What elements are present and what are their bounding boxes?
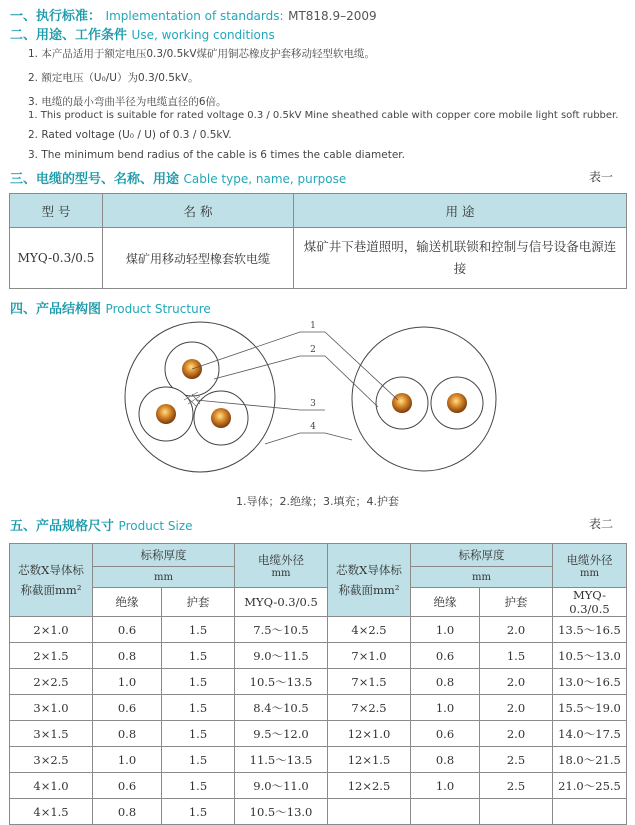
structure-title-en: Product Structure: [105, 302, 211, 316]
conductor-icon: [447, 393, 467, 413]
type-model: MYQ-0.3/0.5: [10, 228, 103, 289]
table-row: [10, 695, 627, 721]
table-cell: 7×2.5: [328, 695, 411, 721]
conductor-icon: [392, 393, 412, 413]
table-cell: 14.0～17.5: [553, 721, 627, 747]
header-nominal-thickness-2: 标称厚度: [411, 544, 553, 567]
table-cell: 0.6: [93, 773, 162, 799]
table-cell: 1.0: [411, 773, 480, 799]
use-line-2: 2. 额定电压（U₀/U）为0.3/0.5kV。: [28, 72, 199, 84]
table-cell: 1.0: [411, 617, 480, 643]
table-cell: 7×1.0: [328, 643, 411, 669]
header-nominal-thickness: 标称厚度: [93, 544, 235, 567]
conductor-icon: [156, 404, 176, 424]
table-cell: 3×1.0: [10, 695, 93, 721]
table-row: [10, 773, 627, 799]
table-row: [10, 747, 627, 773]
header-insulation: 绝缘: [93, 588, 162, 617]
use-line-4: 1. This product is suitable for rated voltage 0.3 / 0.5kV Mine sheathed cable with copper core mobile light soft rubber.: [28, 110, 619, 121]
table-cell: 2.0: [480, 721, 553, 747]
standards-title-en: Implementation of standards:: [105, 9, 284, 23]
table-cell: 1.5: [162, 773, 235, 799]
type-name: 煤矿用移动轻型橡套软电缆: [103, 228, 294, 289]
table-cell: 2×1.5: [10, 643, 93, 669]
use-title-en: Use, working conditions: [131, 28, 275, 42]
use-line-3: 3. 电缆的最小弯曲半径为电缆直径的6倍。: [28, 96, 227, 108]
standards-heading: [10, 5, 377, 24]
type-use: 煤矿井下巷道照明，输送机联锁和控制与信号设备电源连接: [294, 228, 627, 289]
table-cell: 0.8: [93, 721, 162, 747]
table-cell: 1.5: [162, 695, 235, 721]
table-cell: 10.5～13.0: [553, 643, 627, 669]
type-table: [9, 193, 627, 289]
table-cell: 2.0: [480, 669, 553, 695]
table-cell: 10.5～13.5: [235, 669, 328, 695]
table-cell: 2.5: [480, 747, 553, 773]
table-cell: 0.6: [93, 695, 162, 721]
table-cell: 12×2.5: [328, 773, 411, 799]
size-table: [9, 543, 627, 825]
table-cell: 0.8: [93, 643, 162, 669]
label-4: 4: [310, 422, 316, 432]
table-1-tag: 表一: [588, 170, 613, 184]
table-row: [10, 617, 627, 643]
table-cell: 1.5: [162, 721, 235, 747]
header-od-unit: mm: [271, 568, 291, 579]
table-cell: 4×1.0: [10, 773, 93, 799]
header-core-size-2: 芯数X导体标称截面mm²: [328, 544, 411, 617]
table-cell: 11.5～13.5: [235, 747, 328, 773]
table-cell: 1.5: [162, 747, 235, 773]
table-cell: 15.5～19.0: [553, 695, 627, 721]
use-line-6: 3. The minimum bend radius of the cable is 6 times the cable diameter.: [28, 149, 405, 161]
header-cable-od: [235, 544, 328, 588]
three-core-cable: [125, 322, 275, 472]
header-od-unit-2: mm: [580, 568, 599, 579]
table-cell: 8.4～10.5: [235, 695, 328, 721]
table-cell: 7×1.5: [328, 669, 411, 695]
table-2-tag: 表二: [588, 517, 613, 531]
type-header-use: 用 途: [294, 194, 627, 228]
table-cell: 0.6: [411, 643, 480, 669]
type-title: 三、电缆的型号、名称、用途: [10, 172, 180, 187]
size-title: 五、产品规格尺寸: [10, 519, 115, 534]
header-od-label: 电缆外径: [258, 553, 304, 567]
table-cell: 4×2.5: [328, 617, 411, 643]
header-od-label-2: 电缆外径: [566, 553, 613, 567]
table-cell: 9.0～11.0: [235, 773, 328, 799]
table-cell: 1.0: [93, 669, 162, 695]
header-cable-od-2: [553, 544, 627, 588]
header-model-2: MYQ-0.3/0.5: [553, 588, 627, 617]
size-heading: [10, 515, 193, 534]
header-sheath: 护套: [162, 588, 235, 617]
table-cell: 13.0～16.5: [553, 669, 627, 695]
table-cell: 1.5: [162, 643, 235, 669]
table-row: [10, 721, 627, 747]
size-title-en: Product Size: [118, 519, 193, 533]
header-sheath-2: 护套: [480, 588, 553, 617]
header-thickness-unit: mm: [93, 567, 235, 588]
table-cell: 2.5: [480, 773, 553, 799]
table-cell: 0.8: [411, 747, 480, 773]
table-cell: 3×1.5: [10, 721, 93, 747]
two-core-cable: [352, 327, 496, 471]
header-insulation-2: 绝缘: [411, 588, 480, 617]
table-cell: 1.5: [162, 669, 235, 695]
use-line-5: 2. Rated voltage (U₀ / U) of 0.3 / 0.5kV.: [28, 129, 232, 141]
label-3: 3: [310, 399, 316, 409]
size-table-body: [10, 617, 627, 825]
table-cell: 2×2.5: [10, 669, 93, 695]
table-cell: 0.8: [93, 799, 162, 825]
table-cell: 9.5～12.0: [235, 721, 328, 747]
table-cell: 1.0: [93, 747, 162, 773]
header-core-size: 芯数X导体标称截面mm²: [10, 544, 93, 617]
label-2: 2: [310, 345, 316, 355]
table-cell: 4×1.5: [10, 799, 93, 825]
structure-caption: 1.导体；2.绝缘；3.填充；4.护套: [236, 495, 399, 508]
use-heading: [10, 24, 275, 43]
table-cell: 12×1.5: [328, 747, 411, 773]
table-cell: 12×1.0: [328, 721, 411, 747]
table-cell: 0.6: [411, 721, 480, 747]
use-title: 二、用途、工作条件: [10, 28, 128, 43]
type-heading: [10, 168, 346, 187]
standards-value: MT818.9–2009: [288, 9, 377, 23]
use-line-1: 1. 本产品适用于额定电压0.3/0.5kV煤矿用铜芯橡皮护套移动轻型软电缆。: [28, 48, 376, 60]
table-cell: 18.0～21.5: [553, 747, 627, 773]
type-header-model: 型 号: [10, 194, 103, 228]
standards-title: 一、执行标准：: [10, 9, 102, 24]
table-cell: 2.0: [480, 617, 553, 643]
structure-diagram: [0, 312, 635, 492]
table-cell: 1.5: [162, 617, 235, 643]
table-cell: 1.5: [480, 643, 553, 669]
table-cell: 0.8: [411, 669, 480, 695]
table-cell: 0.6: [93, 617, 162, 643]
table-cell: 9.0～11.5: [235, 643, 328, 669]
table-cell: 2.0: [480, 695, 553, 721]
conductor-icon: [211, 408, 231, 428]
table-cell: 10.5～13.0: [235, 799, 328, 825]
table-cell: 1.0: [411, 695, 480, 721]
header-thickness-unit-2: mm: [411, 567, 553, 588]
table-row: [10, 669, 627, 695]
table-cell: 13.5～16.5: [553, 617, 627, 643]
table-cell: 1.5: [162, 799, 235, 825]
structure-title: 四、产品结构图: [10, 302, 102, 317]
label-1: 1: [310, 321, 316, 331]
table-cell: 7.5～10.5: [235, 617, 328, 643]
type-header-name: 名 称: [103, 194, 294, 228]
table-cell: 21.0～25.5: [553, 773, 627, 799]
table-row: [10, 643, 627, 669]
table-cell: 3×2.5: [10, 747, 93, 773]
table-cell: 2×1.0: [10, 617, 93, 643]
type-title-en: Cable type, name, purpose: [183, 172, 347, 186]
header-model: MYQ-0.3/0.5: [235, 588, 328, 617]
